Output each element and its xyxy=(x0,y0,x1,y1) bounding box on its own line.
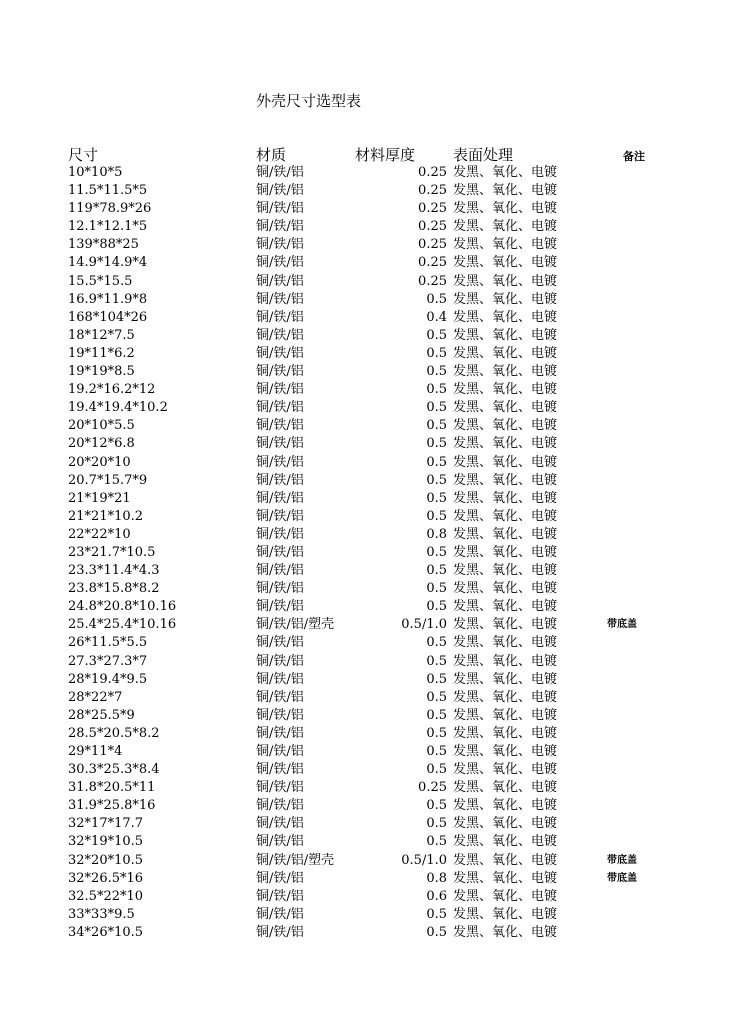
cell-surface: 发黑、氧化、电镀 xyxy=(453,508,558,524)
table-row xyxy=(0,671,732,689)
table-row xyxy=(0,870,732,888)
cell-surface: 发黑、氧化、电镀 xyxy=(453,563,558,579)
cell-material: 铜/铁/铝 xyxy=(256,689,304,705)
cell-size: 20.7*15.7*9 xyxy=(68,472,148,488)
cell-surface: 发黑、氧化、电镀 xyxy=(453,273,558,289)
cell-thickness: 0.8 xyxy=(426,870,447,886)
header-size: 尺寸 xyxy=(68,146,99,164)
cell-thickness: 0.5 xyxy=(426,725,447,741)
cell-surface: 发黑、氧化、电镀 xyxy=(453,490,558,506)
cell-size: 21*21*10.2 xyxy=(68,508,144,524)
cell-material: 铜/铁/铝 xyxy=(256,762,304,778)
cell-material: 铜/铁/铝 xyxy=(256,309,304,325)
cell-material: 铜/铁/铝 xyxy=(256,165,304,180)
cell-thickness: 0.5 xyxy=(426,816,447,832)
header-note: 备注 xyxy=(623,150,645,163)
table-row xyxy=(0,888,732,906)
cell-size: 12.1*12.1*5 xyxy=(68,219,148,235)
cell-thickness: 0.25 xyxy=(418,219,447,235)
cell-size: 15.5*15.5 xyxy=(68,273,133,289)
cell-surface: 发黑、氧化、电镀 xyxy=(453,707,558,723)
cell-size: 21*19*21 xyxy=(68,490,131,506)
cell-size: 32*19*10.5 xyxy=(68,834,144,850)
cell-thickness: 0.5 xyxy=(426,671,447,687)
cell-size: 32.5*22*10 xyxy=(68,888,144,904)
cell-surface: 发黑、氧化、电镀 xyxy=(453,382,558,398)
cell-surface: 发黑、氧化、电镀 xyxy=(453,671,558,687)
cell-material: 铜/铁/铝 xyxy=(256,725,304,741)
cell-surface: 发黑、氧化、电镀 xyxy=(453,798,558,814)
cell-material: 铜/铁/铝/塑壳 xyxy=(256,617,335,633)
cell-surface: 发黑、氧化、电镀 xyxy=(453,291,558,307)
cell-surface: 发黑、氧化、电镀 xyxy=(453,834,558,850)
cell-thickness: 0.25 xyxy=(418,165,447,180)
cell-size: 23.3*11.4*4.3 xyxy=(68,563,160,579)
cell-size: 31.9*25.8*16 xyxy=(68,798,156,814)
cell-material: 铜/铁/铝 xyxy=(256,382,304,398)
cell-surface: 发黑、氧化、电镀 xyxy=(453,888,558,904)
cell-note: 带底盖 xyxy=(607,854,637,866)
cell-thickness: 0.6 xyxy=(426,888,447,904)
cell-thickness: 0.5 xyxy=(426,653,447,669)
cell-thickness: 0.5 xyxy=(426,563,447,579)
cell-size: 25.4*25.4*10.16 xyxy=(68,617,177,633)
cell-size: 23.8*15.8*8.2 xyxy=(68,581,160,597)
cell-thickness: 0.5 xyxy=(426,798,447,814)
cell-thickness: 0.5 xyxy=(426,762,447,778)
cell-size: 19*11*6.2 xyxy=(68,345,135,361)
cell-size: 20*20*10 xyxy=(68,454,131,470)
cell-thickness: 0.5 xyxy=(426,689,447,705)
cell-thickness: 0.5 xyxy=(426,924,447,940)
cell-size: 28*19.4*9.5 xyxy=(68,671,148,687)
cell-material: 铜/铁/铝/塑壳 xyxy=(256,852,335,868)
table-row xyxy=(0,562,732,580)
cell-material: 铜/铁/铝 xyxy=(256,201,304,217)
cell-size: 19*19*8.5 xyxy=(68,364,135,380)
cell-material: 铜/铁/铝 xyxy=(256,345,304,361)
table-row xyxy=(0,454,732,472)
cell-size: 29*11*4 xyxy=(68,744,123,759)
cell-material: 铜/铁/铝 xyxy=(256,454,304,470)
table-row xyxy=(0,815,732,833)
cell-thickness: 0.5 xyxy=(426,544,447,560)
table-row xyxy=(0,833,732,851)
cell-size: 11.5*11.5*5 xyxy=(68,183,148,199)
cell-note: 带底盖 xyxy=(607,872,637,884)
cell-surface: 发黑、氧化、电镀 xyxy=(453,906,558,922)
cell-material: 铜/铁/铝 xyxy=(256,888,304,904)
cell-thickness: 0.5 xyxy=(426,454,447,470)
cell-size: 32*26.5*16 xyxy=(68,870,144,886)
cell-surface: 发黑、氧化、电镀 xyxy=(453,526,558,542)
cell-size: 33*33*9.5 xyxy=(68,906,135,922)
cell-size: 10*10*5 xyxy=(68,165,123,180)
cell-surface: 发黑、氧化、电镀 xyxy=(453,345,558,361)
cell-surface: 发黑、氧化、电镀 xyxy=(453,165,558,180)
cell-size: 26*11.5*5.5 xyxy=(68,635,148,651)
cell-thickness: 0.5 xyxy=(426,834,447,850)
cell-material: 铜/铁/铝 xyxy=(256,219,304,235)
cell-thickness: 0.5/1.0 xyxy=(401,852,447,868)
cell-thickness: 0.5 xyxy=(426,382,447,398)
header-surface: 表面处理 xyxy=(453,146,514,164)
cell-thickness: 0.5 xyxy=(426,508,447,524)
cell-thickness: 0.25 xyxy=(418,201,447,217)
cell-material: 铜/铁/铝 xyxy=(256,834,304,850)
cell-size: 31.8*20.5*11 xyxy=(68,780,156,796)
table-row xyxy=(0,689,732,707)
cell-surface: 发黑、氧化、电镀 xyxy=(453,183,558,199)
header-thickness: 材料厚度 xyxy=(355,146,416,164)
cell-size: 14.9*14.9*4 xyxy=(68,255,148,271)
cell-surface: 发黑、氧化、电镀 xyxy=(453,309,558,325)
cell-surface: 发黑、氧化、电镀 xyxy=(453,581,558,597)
cell-surface: 发黑、氧化、电镀 xyxy=(453,219,558,235)
cell-thickness: 0.5/1.0 xyxy=(401,617,447,633)
table-row xyxy=(0,417,732,435)
cell-material: 铜/铁/铝 xyxy=(256,400,304,416)
table-row xyxy=(0,779,732,797)
cell-thickness: 0.8 xyxy=(426,526,447,542)
cell-thickness: 0.5 xyxy=(426,906,447,922)
cell-material: 铜/铁/铝 xyxy=(256,798,304,814)
cell-surface: 发黑、氧化、电镀 xyxy=(453,924,558,940)
cell-size: 22*22*10 xyxy=(68,526,131,542)
table-row xyxy=(0,852,732,870)
cell-material: 铜/铁/铝 xyxy=(256,526,304,542)
table-row xyxy=(0,598,732,616)
table-row xyxy=(0,490,732,508)
cell-note: 带底盖 xyxy=(607,619,637,631)
cell-size: 20*10*5.5 xyxy=(68,418,135,434)
cell-size: 168*104*26 xyxy=(68,309,148,325)
cell-material: 铜/铁/铝 xyxy=(256,327,304,343)
cell-size: 20*12*6.8 xyxy=(68,436,135,452)
cell-thickness: 0.25 xyxy=(418,255,447,271)
page-title: 外壳尺寸选型表 xyxy=(256,92,362,110)
cell-surface: 发黑、氧化、电镀 xyxy=(453,852,558,868)
table-row xyxy=(0,254,732,272)
table-row xyxy=(0,616,732,634)
cell-thickness: 0.5 xyxy=(426,635,447,651)
cell-material: 铜/铁/铝 xyxy=(256,816,304,832)
cell-surface: 发黑、氧化、电镀 xyxy=(453,599,558,615)
table-row xyxy=(0,381,732,399)
table-row xyxy=(0,200,732,218)
cell-surface: 发黑、氧化、电镀 xyxy=(453,617,558,633)
cell-thickness: 0.5 xyxy=(426,744,447,759)
cell-surface: 发黑、氧化、电镀 xyxy=(453,418,558,434)
cell-material: 铜/铁/铝 xyxy=(256,924,304,940)
cell-thickness: 0.25 xyxy=(418,780,447,796)
cell-surface: 发黑、氧化、电镀 xyxy=(453,653,558,669)
cell-material: 铜/铁/铝 xyxy=(256,744,304,759)
cell-size: 30.3*25.3*8.4 xyxy=(68,762,160,778)
cell-size: 32*20*10.5 xyxy=(68,852,144,868)
table-row xyxy=(0,761,732,779)
cell-surface: 发黑、氧化、电镀 xyxy=(453,472,558,488)
cell-size: 23*21.7*10.5 xyxy=(68,544,156,560)
cell-thickness: 0.5 xyxy=(426,581,447,597)
cell-size: 19.4*19.4*10.2 xyxy=(68,400,168,416)
table-row xyxy=(0,653,732,671)
cell-surface: 发黑、氧化、电镀 xyxy=(453,870,558,886)
cell-size: 28*25.5*9 xyxy=(68,707,135,723)
cell-surface: 发黑、氧化、电镀 xyxy=(453,436,558,452)
table-row xyxy=(0,797,732,815)
cell-material: 铜/铁/铝 xyxy=(256,436,304,452)
cell-surface: 发黑、氧化、电镀 xyxy=(453,201,558,217)
table-row xyxy=(0,508,732,526)
cell-material: 铜/铁/铝 xyxy=(256,255,304,271)
cell-surface: 发黑、氧化、电镀 xyxy=(453,327,558,343)
table-row xyxy=(0,707,732,725)
table-row xyxy=(0,218,732,236)
cell-material: 铜/铁/铝 xyxy=(256,364,304,380)
cell-surface: 发黑、氧化、电镀 xyxy=(453,255,558,271)
cell-thickness: 0.5 xyxy=(426,418,447,434)
cell-surface: 发黑、氧化、电镀 xyxy=(453,780,558,796)
table-row xyxy=(0,526,732,544)
table-row xyxy=(0,273,732,291)
table-row xyxy=(0,924,732,942)
table-row xyxy=(0,182,732,200)
cell-size: 119*78.9*26 xyxy=(68,201,152,217)
cell-material: 铜/铁/铝 xyxy=(256,906,304,922)
cell-surface: 发黑、氧化、电镀 xyxy=(453,762,558,778)
cell-size: 34*26*10.5 xyxy=(68,924,144,940)
cell-material: 铜/铁/铝 xyxy=(256,870,304,886)
table-row xyxy=(0,164,732,182)
cell-thickness: 0.5 xyxy=(426,291,447,307)
cell-size: 28*22*7 xyxy=(68,689,123,705)
cell-material: 铜/铁/铝 xyxy=(256,635,304,651)
cell-material: 铜/铁/铝 xyxy=(256,780,304,796)
cell-thickness: 0.5 xyxy=(426,400,447,416)
cell-thickness: 0.5 xyxy=(426,490,447,506)
cell-surface: 发黑、氧化、电镀 xyxy=(453,816,558,832)
cell-material: 铜/铁/铝 xyxy=(256,671,304,687)
cell-thickness: 0.5 xyxy=(426,707,447,723)
cell-material: 铜/铁/铝 xyxy=(256,273,304,289)
cell-surface: 发黑、氧化、电镀 xyxy=(453,237,558,253)
table-row xyxy=(0,472,732,490)
cell-material: 铜/铁/铝 xyxy=(256,581,304,597)
cell-size: 139*88*25 xyxy=(68,237,139,253)
cell-material: 铜/铁/铝 xyxy=(256,183,304,199)
cell-material: 铜/铁/铝 xyxy=(256,599,304,615)
cell-material: 铜/铁/铝 xyxy=(256,544,304,560)
cell-material: 铜/铁/铝 xyxy=(256,653,304,669)
cell-material: 铜/铁/铝 xyxy=(256,472,304,488)
header-material: 材质 xyxy=(256,146,287,164)
table-row xyxy=(0,906,732,924)
table-row xyxy=(0,309,732,327)
cell-surface: 发黑、氧化、电镀 xyxy=(453,400,558,416)
cell-material: 铜/铁/铝 xyxy=(256,563,304,579)
cell-thickness: 0.5 xyxy=(426,327,447,343)
cell-material: 铜/铁/铝 xyxy=(256,707,304,723)
cell-surface: 发黑、氧化、电镀 xyxy=(453,454,558,470)
cell-surface: 发黑、氧化、电镀 xyxy=(453,364,558,380)
cell-surface: 发黑、氧化、电镀 xyxy=(453,635,558,651)
cell-size: 18*12*7.5 xyxy=(68,327,135,343)
cell-thickness: 0.25 xyxy=(418,183,447,199)
cell-thickness: 0.25 xyxy=(418,237,447,253)
cell-thickness: 0.4 xyxy=(426,309,447,325)
cell-thickness: 0.5 xyxy=(426,472,447,488)
cell-size: 16.9*11.9*8 xyxy=(68,291,148,307)
table-row xyxy=(0,399,732,417)
cell-size: 24.8*20.8*10.16 xyxy=(68,599,177,615)
cell-thickness: 0.5 xyxy=(426,364,447,380)
cell-material: 铜/铁/铝 xyxy=(256,490,304,506)
cell-size: 28.5*20.5*8.2 xyxy=(68,725,160,741)
cell-size: 32*17*17.7 xyxy=(68,816,144,832)
cell-thickness: 0.5 xyxy=(426,436,447,452)
table-row xyxy=(0,743,732,761)
cell-surface: 发黑、氧化、电镀 xyxy=(453,744,558,759)
cell-material: 铜/铁/铝 xyxy=(256,291,304,307)
table-row xyxy=(0,327,732,345)
cell-size: 27.3*27.3*7 xyxy=(68,653,148,669)
cell-material: 铜/铁/铝 xyxy=(256,508,304,524)
cell-surface: 发黑、氧化、电镀 xyxy=(453,544,558,560)
table-row xyxy=(0,236,732,254)
spec-table-body xyxy=(0,164,732,942)
cell-material: 铜/铁/铝 xyxy=(256,418,304,434)
table-row xyxy=(0,634,732,652)
table-row xyxy=(0,363,732,381)
cell-thickness: 0.25 xyxy=(418,273,447,289)
table-row xyxy=(0,291,732,309)
table-row xyxy=(0,580,732,598)
table-row xyxy=(0,725,732,743)
cell-thickness: 0.5 xyxy=(426,345,447,361)
cell-material: 铜/铁/铝 xyxy=(256,237,304,253)
cell-thickness: 0.5 xyxy=(426,599,447,615)
cell-size: 19.2*16.2*12 xyxy=(68,382,156,398)
cell-surface: 发黑、氧化、电镀 xyxy=(453,725,558,741)
cell-surface: 发黑、氧化、电镀 xyxy=(453,689,558,705)
table-row xyxy=(0,345,732,363)
table-row xyxy=(0,435,732,453)
table-row xyxy=(0,544,732,562)
